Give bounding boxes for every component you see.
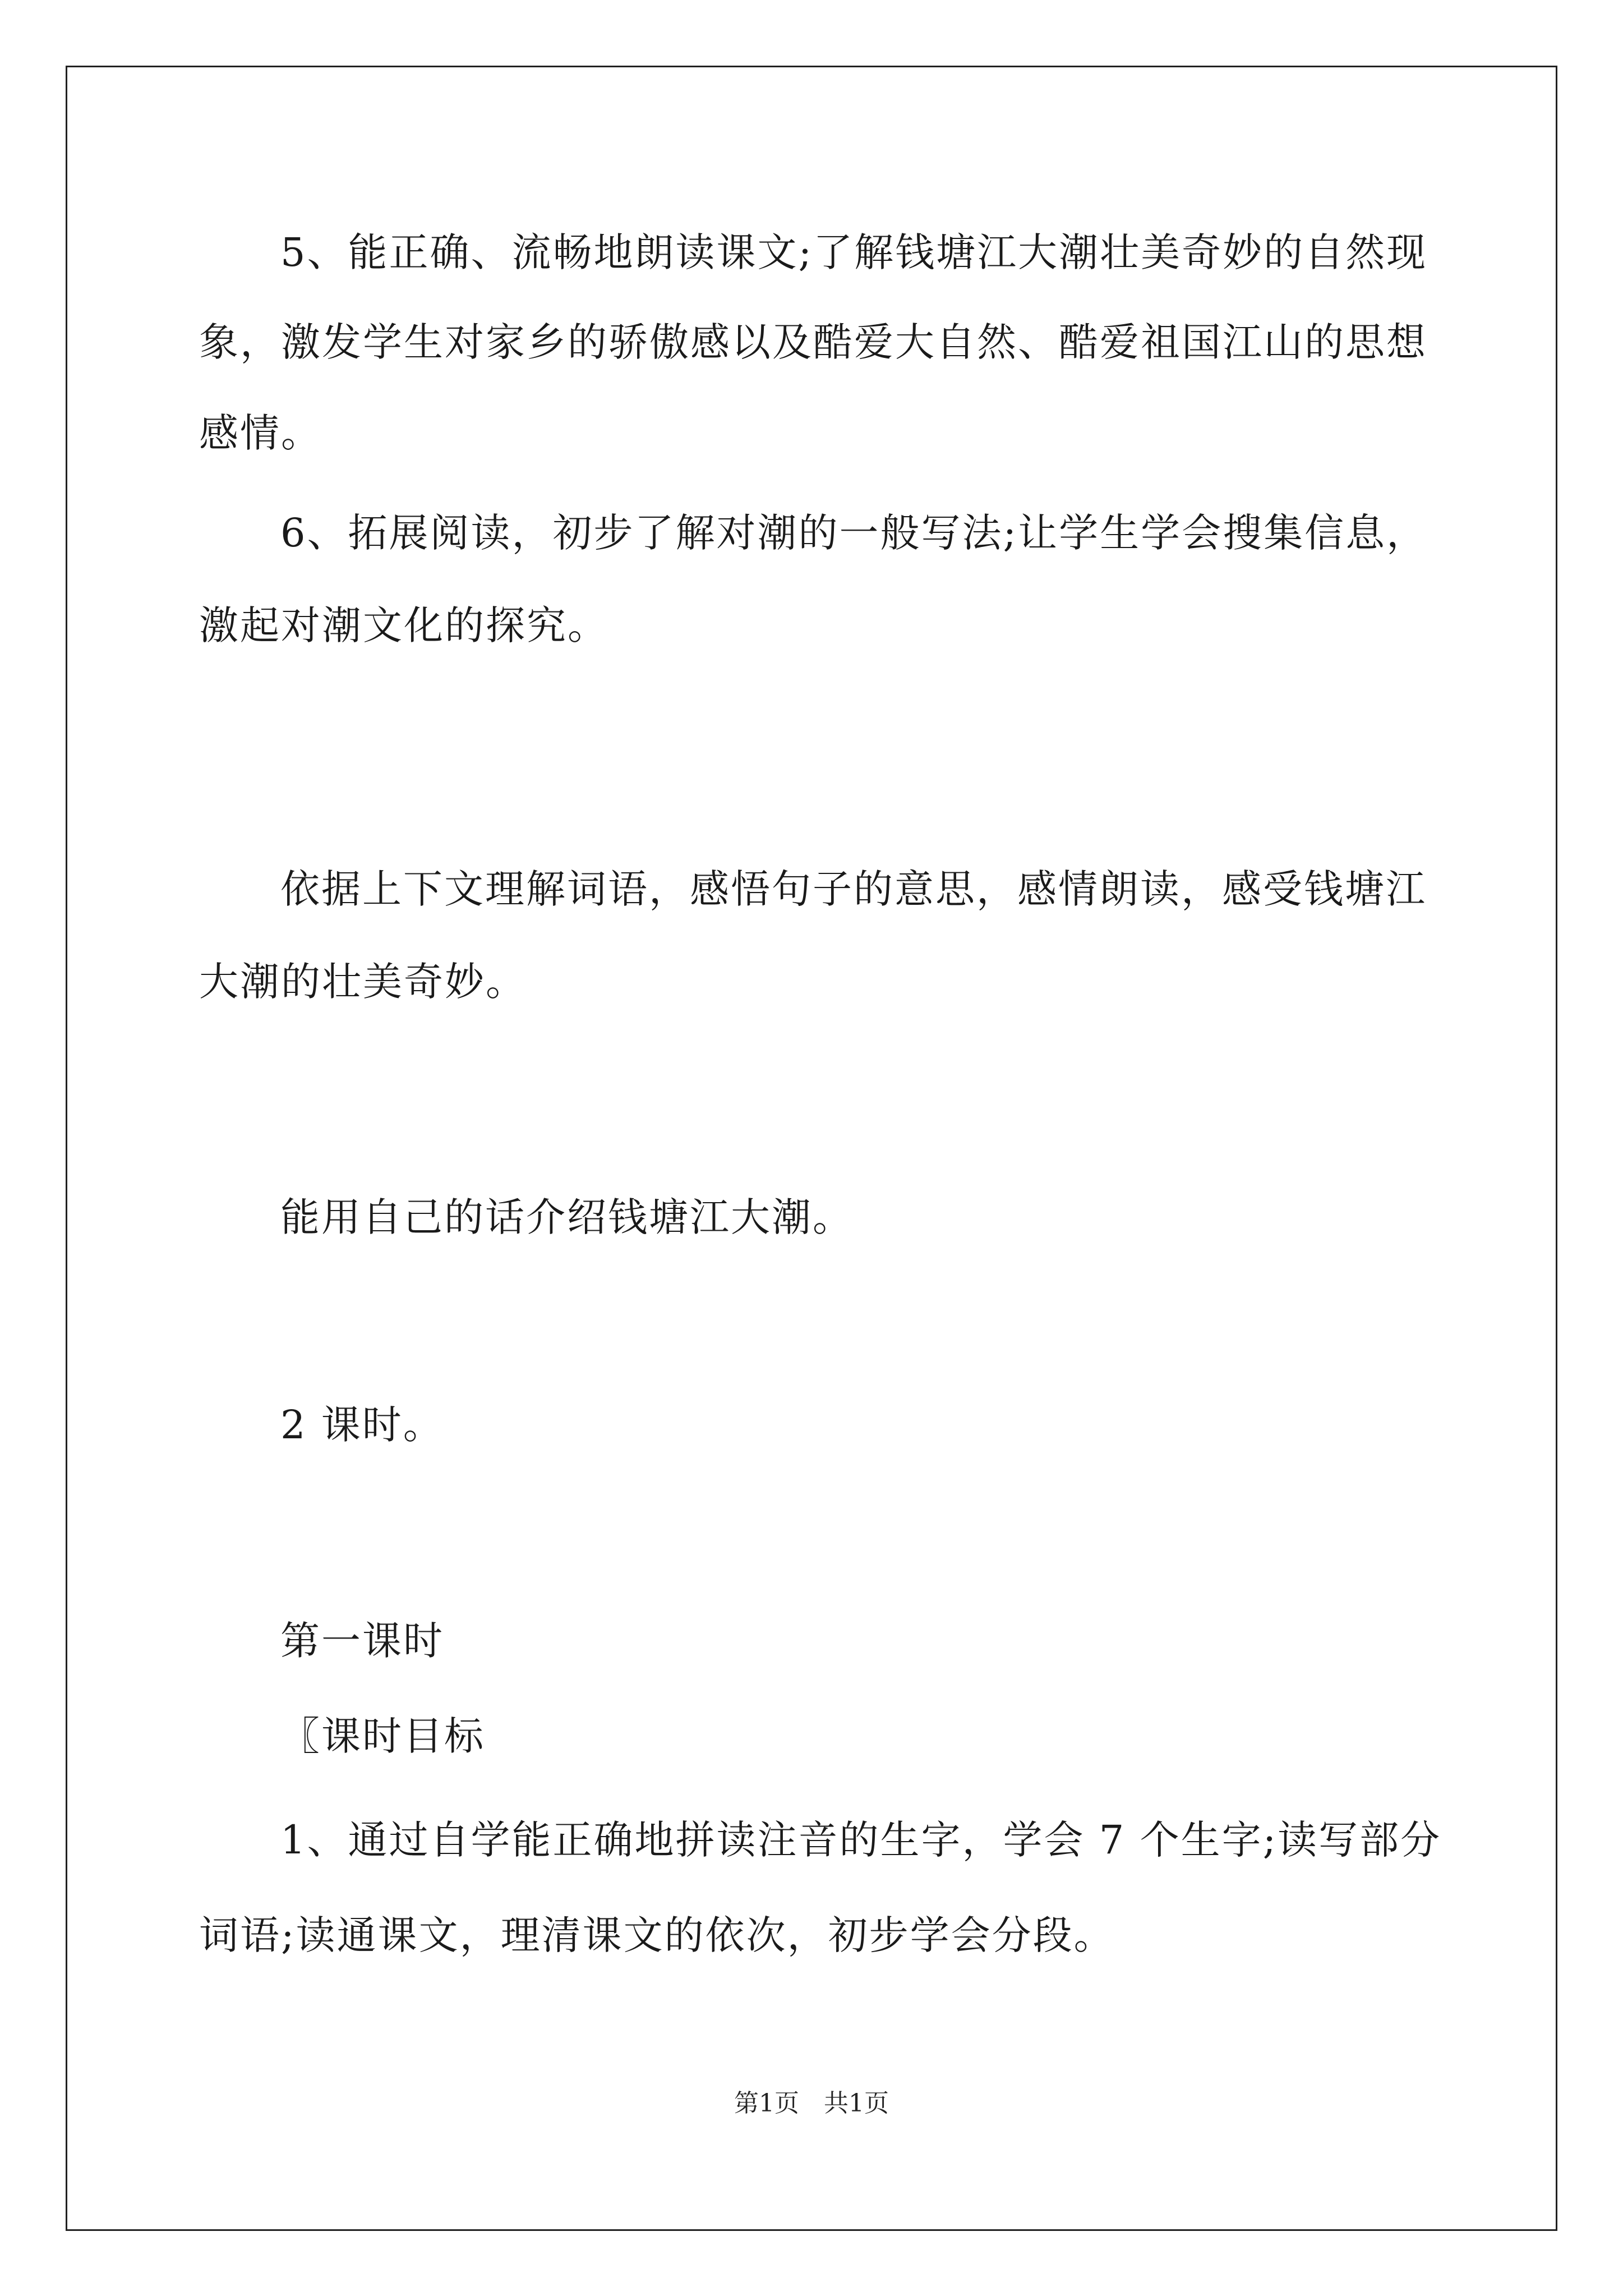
paragraph-line: 5、能正确、流畅地朗读课文;了解钱塘江大潮壮美奇妙的自然现 [280,229,1428,275]
paragraph-line: 能用自己的话介绍钱塘江大潮。 [280,1194,854,1240]
paragraph-line: 大潮的壮美奇妙。 [199,959,527,1005]
page-border [66,66,1557,2231]
paragraph-line: 1、通过自学能正确地拼读注音的生字，学会 7 个生字;读写部分 [280,1817,1442,1863]
paragraph-line: 感情。 [199,410,322,456]
section-heading: 第一课时 [280,1618,444,1664]
paragraph-line: 依据上下文理解词语，感悟句子的意思，感情朗读，感受钱塘江 [280,866,1427,912]
paragraph-line: 2 课时。 [280,1402,444,1448]
paragraph-line: 词语;读通课文，理清课文的依次，初步学会分段。 [199,1912,1115,1958]
section-heading: 〖课时目标 [280,1713,485,1759]
paragraph-line: 激起对潮文化的探究。 [199,602,608,648]
paragraph-line: 象，激发学生对家乡的骄傲感以及酷爱大自然、酷爱祖国江山的思想 [199,319,1427,365]
page-footer: 第1页 共1页 [734,2089,889,2118]
paragraph-line: 6、拓展阅读，初步了解对潮的一般写法;让学生学会搜集信息， [280,510,1428,556]
